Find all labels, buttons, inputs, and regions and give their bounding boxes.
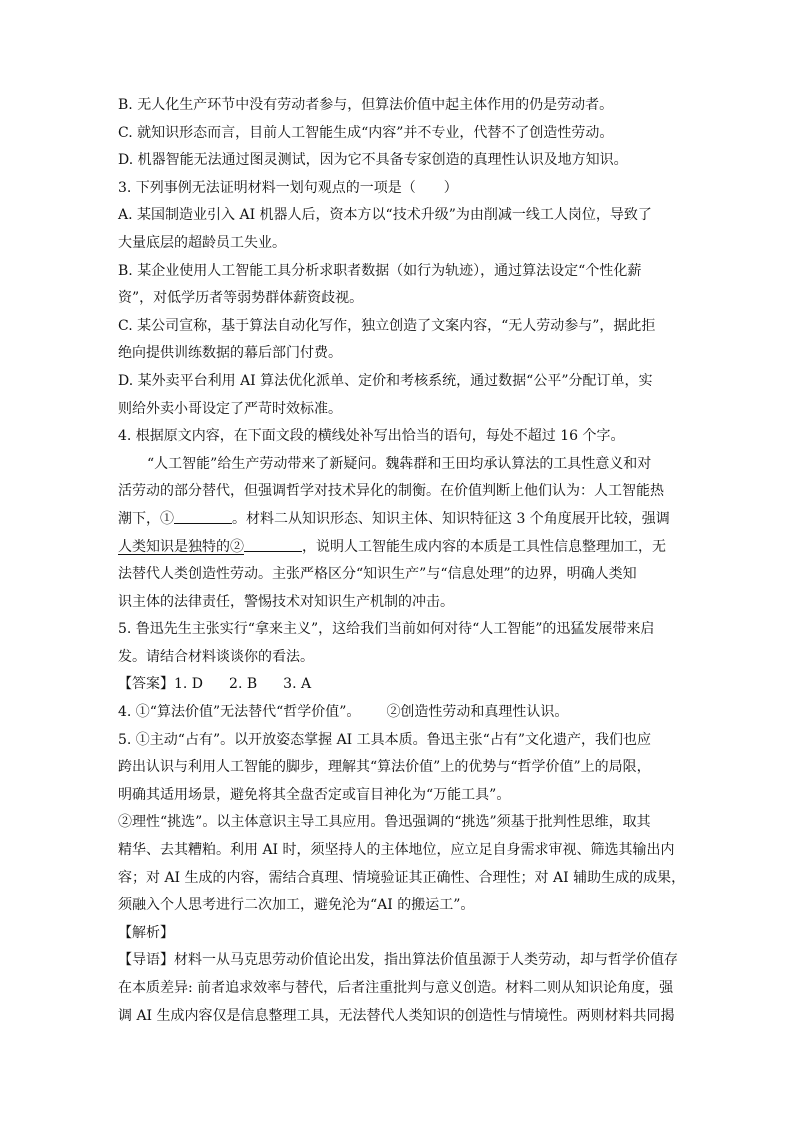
option-d: D. 机器智能无法通过图灵测试，因为它不具备专家创造的真理性认识及地方知识。 xyxy=(118,152,628,169)
fill-blank-2[interactable] xyxy=(244,537,302,552)
answer-5-line1: 5. ①主动“占有”。以开放姿态掌握 AI 工具本质。鲁迅主张“占有”文化遗产，我们也应 xyxy=(118,731,651,748)
q4-passage-line4-end: ，说明人工智能生成内容的本质是工具性信息整理加工，无 xyxy=(302,538,666,555)
q4-passage-line1: “人工智能”给生产劳动带来了新疑问。魏犇群和王田均承认算法的工具性意义和对 xyxy=(147,455,652,472)
question-5-line1: 5. 鲁迅先生主张实行“拿来主义”，这给我们当前如何对待“人工智能”的迅猛发展带来启 xyxy=(118,621,655,638)
q3-option-d-line2: 则给外卖小哥设定了严苛时效标准。 xyxy=(118,400,342,417)
answer-5-line5: 精华、去其糟粕。利用 AI 时，须坚持人的主体地位，应立足自身需求审视、筛选其输出内 xyxy=(118,842,675,859)
q3-option-a-line1: A. 某国制造业引入 AI 机器人后，资本方以“技术升级”为由削减一线工人岗位，导致了 xyxy=(118,207,652,224)
analysis-heading: 【解析】 xyxy=(118,924,174,941)
option-c: C. 就知识形态而言，目前人工智能生成“内容”并不专业，代替不了创造性劳动。 xyxy=(118,124,614,141)
answer-3: 3. A xyxy=(283,676,312,693)
q4-passage-line4 xyxy=(118,534,684,562)
option-b: B. 无人化生产环节中没有劳动者参与，但算法价值中起主体作用的仍是劳动者。 xyxy=(118,97,614,113)
q4-passage-line3-end: 。材料二从知识形态、知识主体、知识特征这 3 个角度展开比较，强调 xyxy=(232,510,670,527)
guide-line3: 调 AI 生成内容仅是信息整理工具，无法替代人类知识的创造性与情境性。两则材料共同揭 xyxy=(118,1007,675,1024)
question-4: 4. 根据原文内容，在下面文段的横线处补写出恰当的语句，每处不超过 16 个字。 xyxy=(118,428,625,445)
q3-option-a-line2: 大量底层的超龄员工失业。 xyxy=(118,234,286,251)
answer-5-line2: 跨出认识与利用人工智能的脚步，理解其“算法价值”上的优势与“哲学价值”上的局限， xyxy=(118,759,651,776)
fill-blank-1[interactable] xyxy=(174,509,232,524)
answer-row xyxy=(118,671,684,699)
q4-passage-line2: 活劳动的部分替代，但强调哲学对技术异化的制衡。在价值判断上他们认为：人工智能热 xyxy=(118,483,664,500)
q4-passage-line6: 识主体的法律责任，警惕技术对知识生产机制的冲击。 xyxy=(118,593,454,610)
answer-label: 【答案】 xyxy=(118,676,174,693)
q3-option-c-line1: C. 某公司宣称，基于算法自动化写作，独立创造了文案内容，“无人劳动参与”，据此拒 xyxy=(118,317,656,334)
guide-line2: 在本质差异: 前者追求效率与替代，后者注重批判与意义创造。材料二则从知识论角度，强 xyxy=(118,980,674,996)
q3-option-c-line2: 绝向提供训练数据的幕后部门付费。 xyxy=(118,345,342,362)
answer-4-part2: ②创造性劳动和真理性认识。 xyxy=(386,704,569,721)
answer-1: 1. D xyxy=(174,676,204,693)
guide-line1: 【导语】材料一从马克思劳动价值论出发，指出算法价值虽源于人类劳动，却与哲学价值存 xyxy=(118,952,678,969)
question-3: 3. 下列事例无法证明材料一划句观点的一项是（ ） xyxy=(118,179,458,196)
answer-5-line4: ②理性“挑选”。以主体意识主导工具应用。鲁迅强调的“挑选”须基于批判性思维，取其 xyxy=(118,814,651,831)
q4-passage-line5: 法替代人类创造性劳动。主张严格区分“知识生产”与“信息处理”的边界，明确人类知 xyxy=(118,566,637,583)
question-5-line2: 发。请结合材料谈谈你的看法。 xyxy=(118,648,314,665)
q4-passage-line3 xyxy=(118,506,684,534)
answer-5-line6: 容；对 AI 生成的内容，需结合真理、情境验证其正确性、合理性；对 AI 辅助生成的成果， xyxy=(118,869,686,886)
q4-passage-line4-start: 人类知识是独特的② xyxy=(118,538,244,555)
answer-2: 2. B xyxy=(229,676,258,693)
answer-4-part1: 4. ①“算法价值”无法替代“哲学价值”。 xyxy=(118,704,361,721)
q4-passage-line3-start: 潮下，① xyxy=(118,510,174,527)
answer-4 xyxy=(118,699,684,727)
q3-option-b-line1: B. 某企业使用人工智能工具分析求职者数据（如行为轨迹），通过算法设定“个性化薪 xyxy=(118,262,642,279)
answer-5-line3: 明确其适用场景，避免将其全盘否定或盲目神化为“万能工具”。 xyxy=(118,786,511,803)
q3-option-d-line1: D. 某外卖平台利用 AI 算法优化派单、定价和考核系统，通过数据“公平”分配订单，实 xyxy=(118,372,653,389)
q3-option-b-line2: 资”，对低学历者等弱势群体薪资歧视。 xyxy=(118,290,364,307)
answer-5-line7: 须融入个人思考进行二次加工，避免沦为“AI 的搬运工”。 xyxy=(118,897,475,914)
document-body xyxy=(118,92,684,1030)
